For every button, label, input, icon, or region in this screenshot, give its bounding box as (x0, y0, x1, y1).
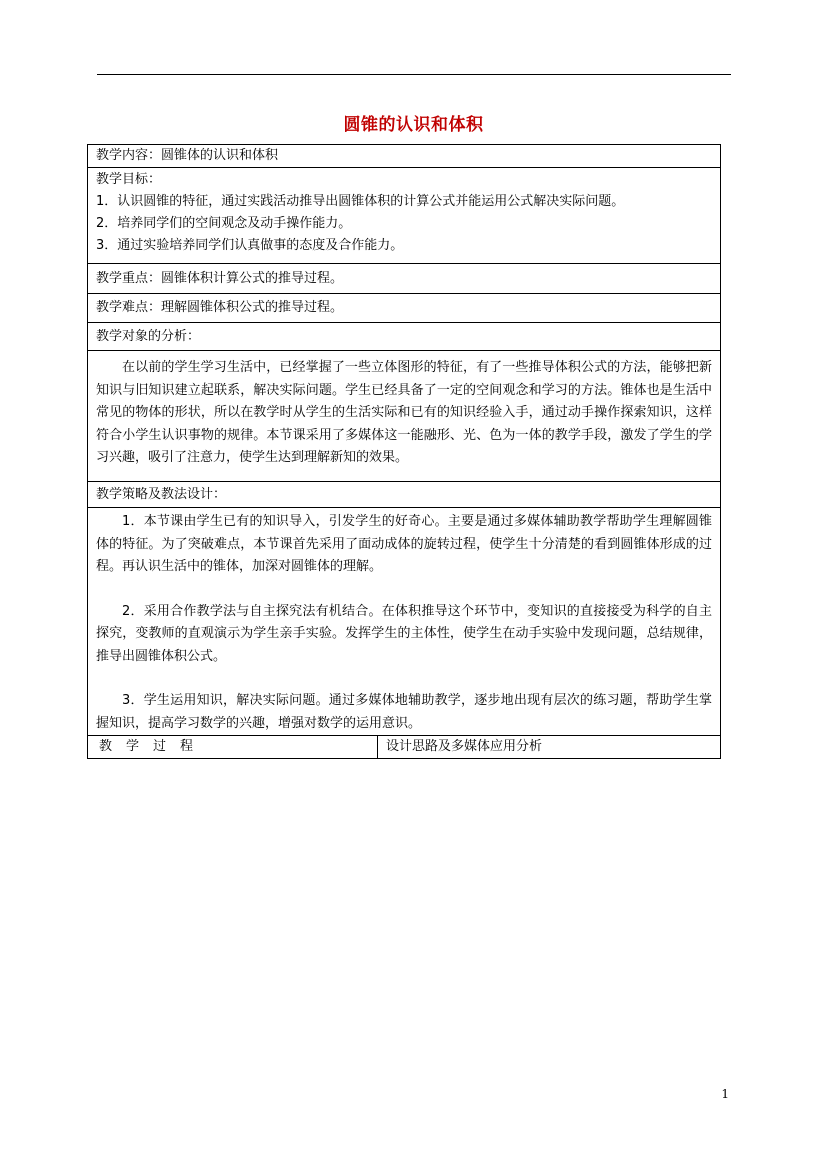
process-left-header (88, 736, 378, 759)
content-cell: 教学内容：圆锥体的认识和体积 (88, 145, 721, 168)
process-right-header: 设计思路及多媒体应用分析 (378, 736, 721, 759)
objectives-row (88, 168, 721, 264)
objectives-cell (88, 168, 721, 264)
strategy-body-cell (88, 508, 721, 736)
analysis-heading-row (88, 323, 721, 351)
difficulty-cell: 教学难点：理解圆锥体积公式的推导过程。 (88, 294, 721, 323)
document-title: 圆锥的认识和体积 (343, 115, 484, 135)
analysis-heading: 教学对象的分析： (88, 323, 721, 351)
lesson-plan-table (87, 144, 721, 759)
analysis-body-cell (88, 351, 721, 482)
strategy-paragraph: 1．本节课由学生已有的知识导入，引发学生的好奇心。主要是通过多媒体辅助教学帮助学生理解圆锥体的特征。为了突破难点，本节课首先采用了面动成体的旋转过程，使学生十分清楚的看到圆锥体形成的过程。再认识生活中的锥体，加深对圆锥体的理解。 (96, 514, 713, 574)
analysis-paragraph: 在以前的学生学习生活中，已经掌握了一些立体图形的特征，有了一些推导体积公式的方法，能够把新知识与旧知识建立起联系，解决实际问题。学生已经具备了一定的空间观念和学习的方法。锥体也是生活中常见的物体的形状，所以在教学时从学生的生活实际和已有的知识经验入手，通过动手操作探索知识，这样符合小学生认识事物的规律。本节课采用了多媒体这一能融形、光、色为一体的教学手段，激发了学生的学习兴趣，吸引了注意力，使学生达到理解新知的效果。 (96, 360, 713, 465)
objective-item: 2．培养同学们的空间观念及动手操作能力。 (96, 216, 352, 231)
header-rule (97, 74, 731, 75)
analysis-body-row (88, 351, 721, 482)
key-point-cell: 教学重点：圆锥体积计算公式的推导过程。 (88, 264, 721, 294)
page-number: 1 (721, 1087, 729, 1101)
objective-item: 1．认识圆锥的特征，通过实践活动推导出圆锥体积的计算公式并能运用公式解决实际问题。 (96, 194, 625, 209)
strategy-paragraph: 2．采用合作教学法与自主探究法有机结合。在体积推导这个环节中，变知识的直接接受为科学的自主探究，变教师的直观演示为学生亲手实验。发挥学生的主体性，使学生在动手实验中发现问题，总结规律，推导出圆锥体积公式。 (96, 603, 713, 664)
process-left-label: 教学过程 (99, 739, 208, 754)
strategy-body-row (88, 508, 721, 736)
key-point-row (88, 264, 721, 294)
difficulty-row (88, 294, 721, 323)
strategy-heading-row (88, 482, 721, 508)
strategy-heading: 教学策略及教法设计： (88, 482, 721, 508)
objective-item: 3．通过实验培养同学们认真做事的态度及合作能力。 (96, 238, 404, 253)
process-header-row (88, 736, 721, 759)
objectives-heading: 教学目标： (96, 172, 162, 187)
content-row (88, 145, 721, 168)
strategy-paragraph: 3．学生运用知识，解决实际问题。通过多媒体地辅助教学，逐步地出现有层次的练习题，帮助学生掌握知识，提高学习数学的兴趣，增强对数学的运用意识。 (96, 693, 713, 731)
